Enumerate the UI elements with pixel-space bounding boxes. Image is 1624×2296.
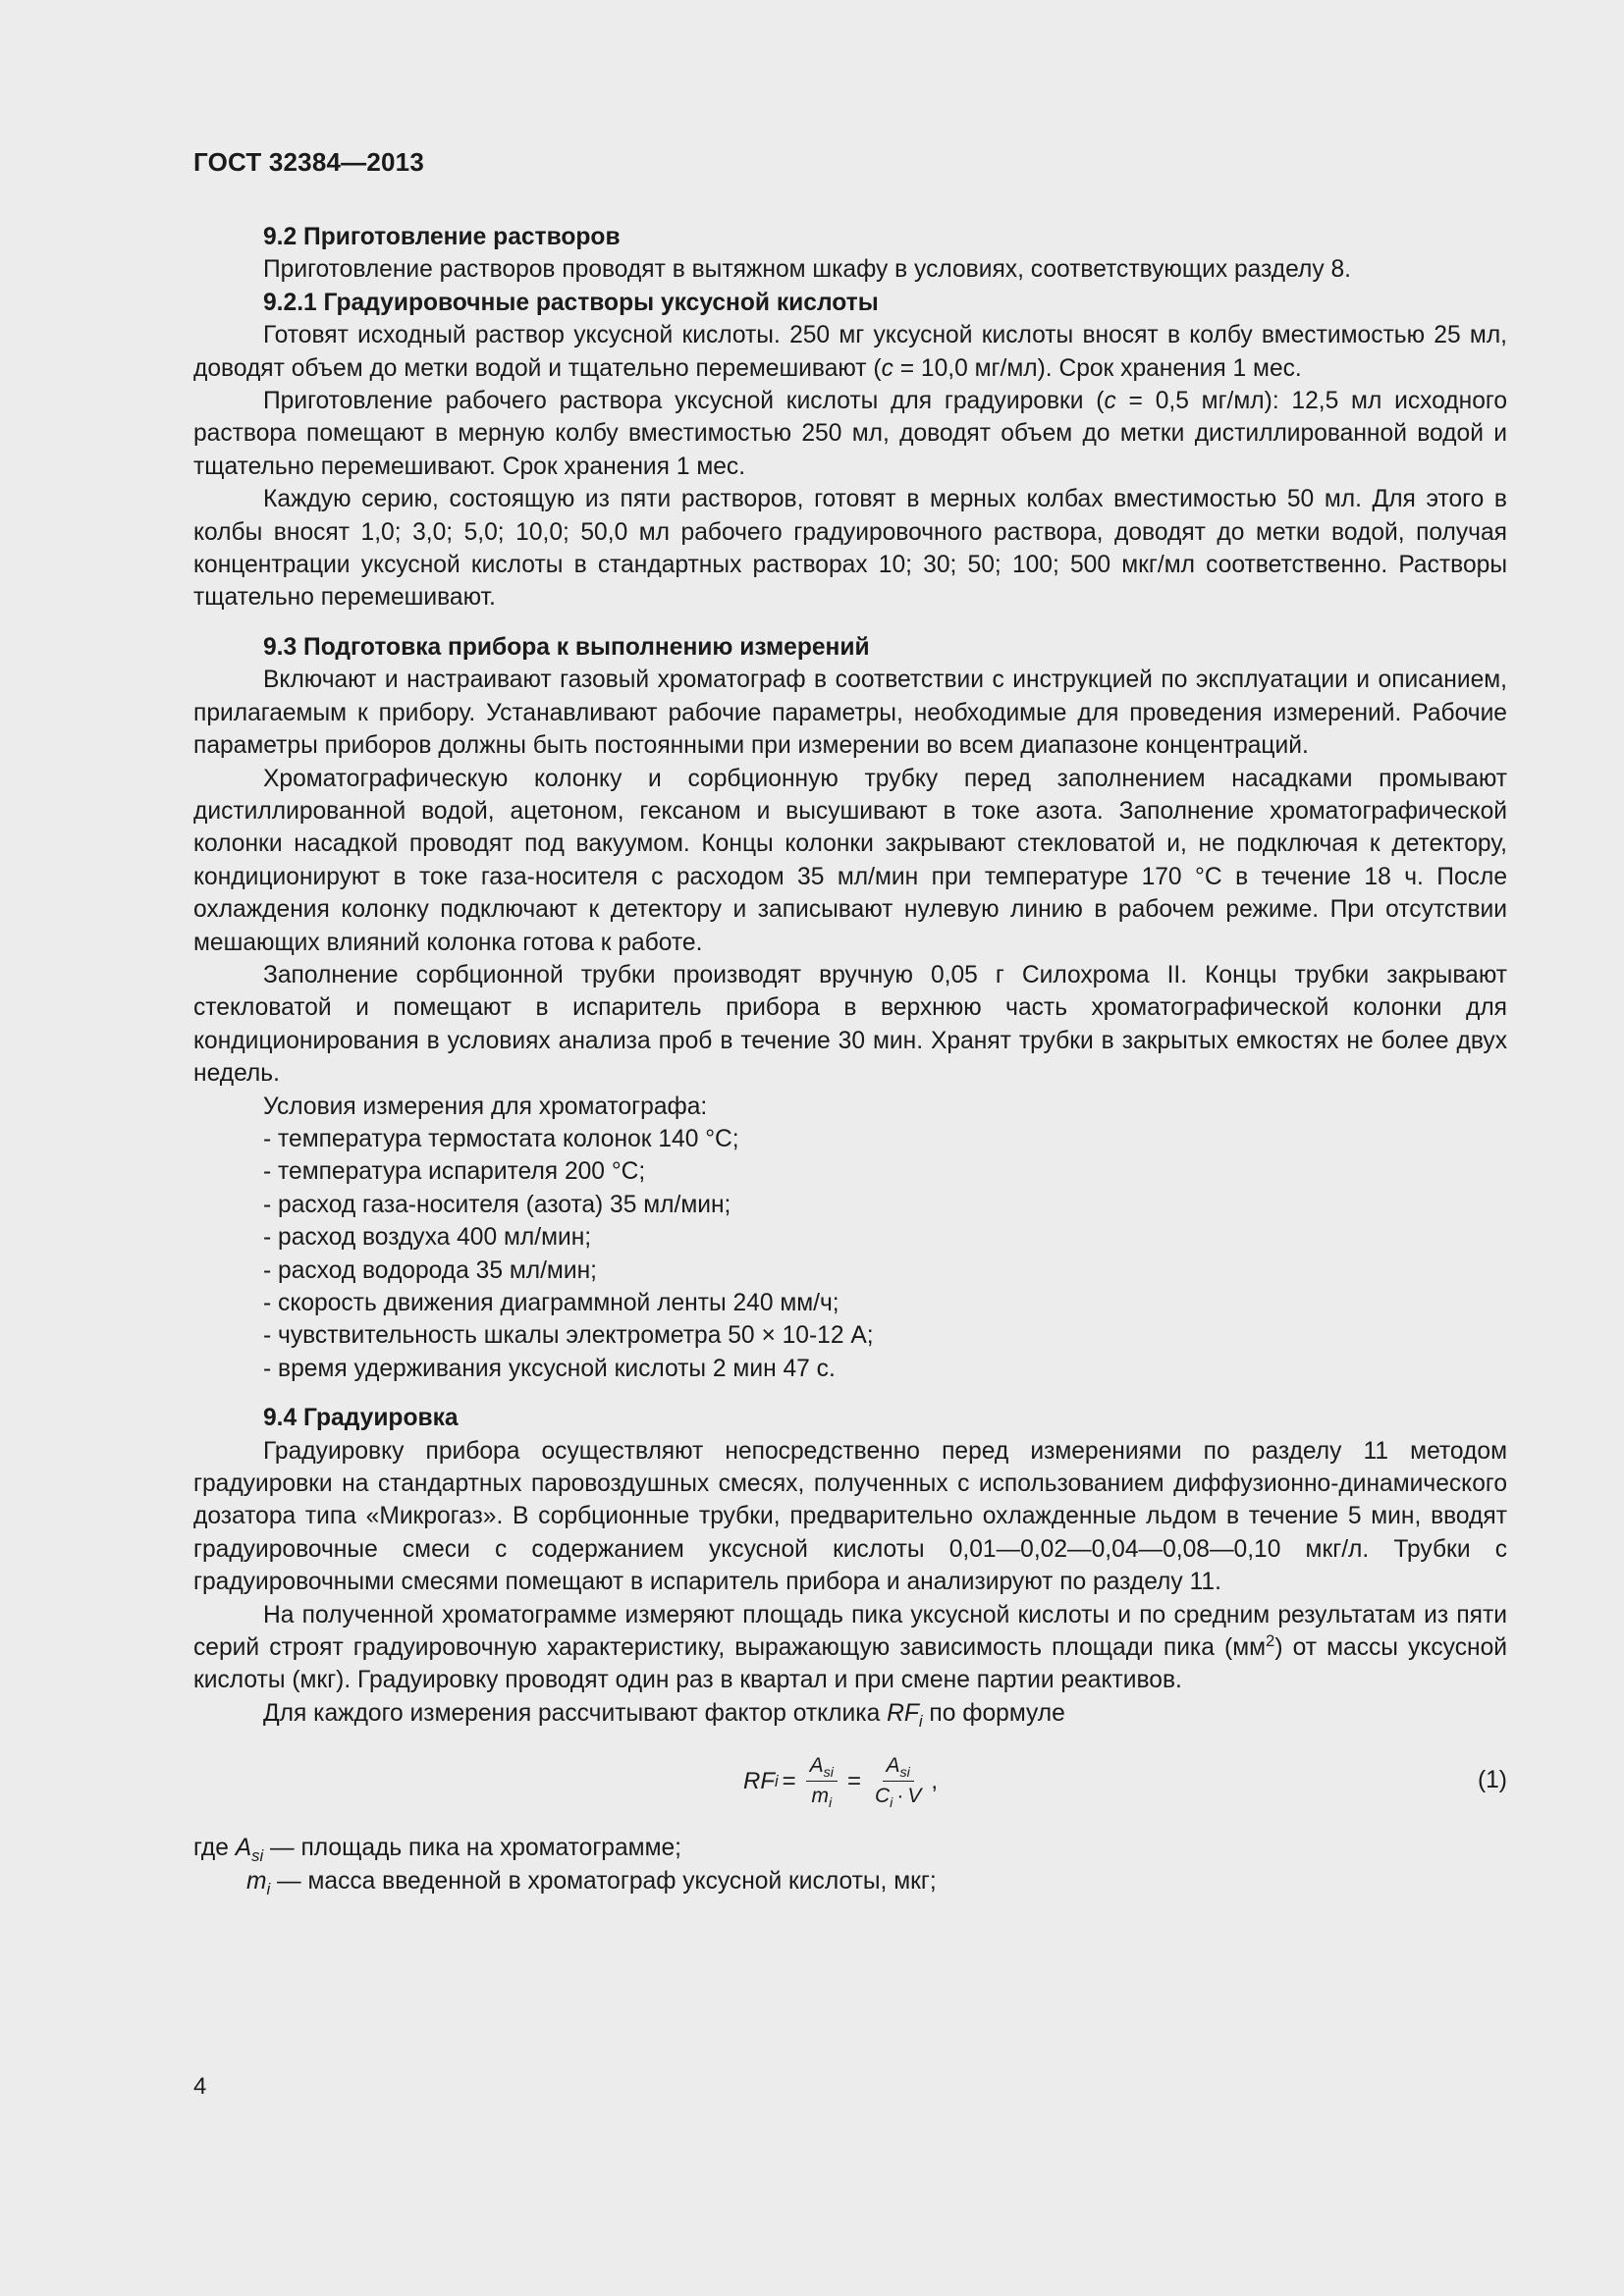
document-body (193, 221, 1507, 1897)
document-header: ГОСТ 32384—2013 (193, 147, 424, 177)
variable-c: c (1104, 388, 1116, 415)
formula-number: (1) (1477, 1767, 1507, 1794)
paragraph: Градуировку прибора осуществляют непосредственно перед измерениями по разделу 11 методом градуировки на стандартных паровоздушных смесях, полученных с использованием диффузионно-динамического дозатора типа «Микрогаз». В сорбционные трубки, предварительно охлажденные льдом в течение 5 мин, вводят градуировочные смеси с содержанием уксусной кислоты 0,01—0,02—0,04—0,08—0,10 мкг/л. Трубки с градуировочными смесями помещают в испаритель прибора и анализируют по разделу 11. (193, 1437, 1507, 1596)
paragraph: На полученной хроматограмме измеряют площадь пика уксусной кислоты и по средним результатам из пяти серий строят градуировочную характеристику, выражающую зависимость площади пика $(мм^2)$ от массы уксусной кислоты (мкг). Градуировку проводят один раз в квартал и при смене партии реактивов. (193, 1601, 1507, 1694)
subsection-9-2-1-heading: 9.2.1 Градуировочные растворы уксусной кислоты (263, 289, 879, 316)
fraction: $\frac{A_{si}}{C_i \cdot V}$ (874, 1754, 922, 1812)
paragraph: Приготовление рабочего раствора уксусной кислоты для градуировки (c = 0,5 мг/мл): 12,5 мл исходного раствора помещают в мерную колбу вместимостью 250 мл, доводят объем до метки дистиллированной водой и тщательно перемешивают. Срок хранения 1 мес. (193, 388, 1508, 480)
paragraph: Хроматографическую колонку и сорбционную трубку перед заполнением насадками промывают дистиллированной водой, ацетоном, гексаном и высушивают в токе азота. Заполнение хроматографической колонки насадкой проводят под вакуумом. Концы колонки закрывают стекловатой и, не подключая к детектору, кондиционируют в токе газа-носителя с расходом 35 мл/мин при температуре 170 °С в течение 18 ч. После охлаждения колонку подключают к детектору и записывают нулевую линию в рабочем режиме. При отсутствии мешающих влияний колонка готова к работе. (193, 765, 1507, 956)
page-number: 4 (193, 2073, 207, 2100)
fraction: $\frac{A_{si}}{m_i}$ (806, 1753, 838, 1809)
paragraph: Включают и настраивают газовый хроматограф в соответствии с инструкцией по эксплуатации и описанием, прилагаемым к прибору. Устанавливают рабочие параметры, необходимые для проведения измерений. Рабочие параметры приборов должны быть постоянными при измерении во всем диапазоне концентраций. (193, 667, 1507, 760)
list-item: - расход газа-носителя (азота) 35 мл/мин; (263, 1191, 731, 1218)
variable-c: c (881, 354, 893, 382)
paragraph: Приготовление растворов проводят в вытяжном шкафу в условиях, соответствующих разделу 8. (263, 256, 1352, 284)
paragraph: Для каждого измерения рассчитывают фактор отклика $RF_i$ по формуле (263, 1699, 1065, 1731)
list-item: - расход водорода 35 мл/мин; (263, 1256, 597, 1284)
where-line: $m_i$ — масса введенной в хроматограф уксусной кислоты, мкг; (246, 1867, 937, 1898)
list-item: - температура термостата колонок 140 °С; (263, 1125, 739, 1152)
section-9-4-heading: 9.4 Градуировка (263, 1405, 459, 1432)
list-item: - расход воздуха 400 мл/мин; (263, 1224, 592, 1252)
section-9-2-heading: 9.2 Приготовление растворов (263, 224, 621, 250)
formula-expression: RF i = $\frac{A_{si}}{m_i}$ = $\frac{A_{si}}{C_i \cdot V}$ , (743, 1754, 939, 1812)
paragraph: Заполнение сорбционной трубки производят вручную 0,05 г Силохрома II. Концы трубки закрывают стекловатой и помещают в испаритель прибора в верхнюю часть хроматографической колонки для кондиционирования в условиях анализа проб в течение 30 мин. Хранят трубки в закрытых емкостях не более двух недель. (193, 961, 1507, 1088)
section-9-3-heading: 9.3 Подготовка прибора к выполнению измерений (263, 633, 870, 661)
list-item: - скорость движения диаграммной ленты 240 мм/ч; (263, 1290, 839, 1316)
list-item: - чувствительность шкалы электрометра 50 × 10-12 А; (263, 1322, 874, 1350)
list-item: - время удерживания уксусной кислоты 2 мин 47 с. (263, 1355, 836, 1382)
paragraph: Готовят исходный раствор уксусной кислоты. 250 мг уксусной кислоты вносят в колбу вместимостью 25 мл, доводят объем до метки водой и тщательно перемешивают (c = 10,0 мг/мл). Срок хранения 1 мес. (193, 322, 1507, 382)
paragraph: Каждую серию, состоящую из пяти растворов, готовят в мерных колбах вместимостью 50 мл. Для этого в колбы вносят 1,0; 3,0; 5,0; 10,0; 50,0 мл рабочего градуировочного раствора, доводят до метки водой, получая концентрации уксусной кислоты в стандартных растворах 10; 30; 50; 100; 500 мкг/мл соответственно. Растворы тщательно перемешивают. (193, 486, 1507, 612)
conditions-title: Условия измерения для хроматографа: (263, 1093, 708, 1120)
formula-1 (193, 1743, 1507, 1822)
where-line: где $A_{si}$ — площадь пика на хроматограмме; (193, 1835, 681, 1866)
list-item: - температура испарителя 200 °С; (263, 1158, 646, 1186)
